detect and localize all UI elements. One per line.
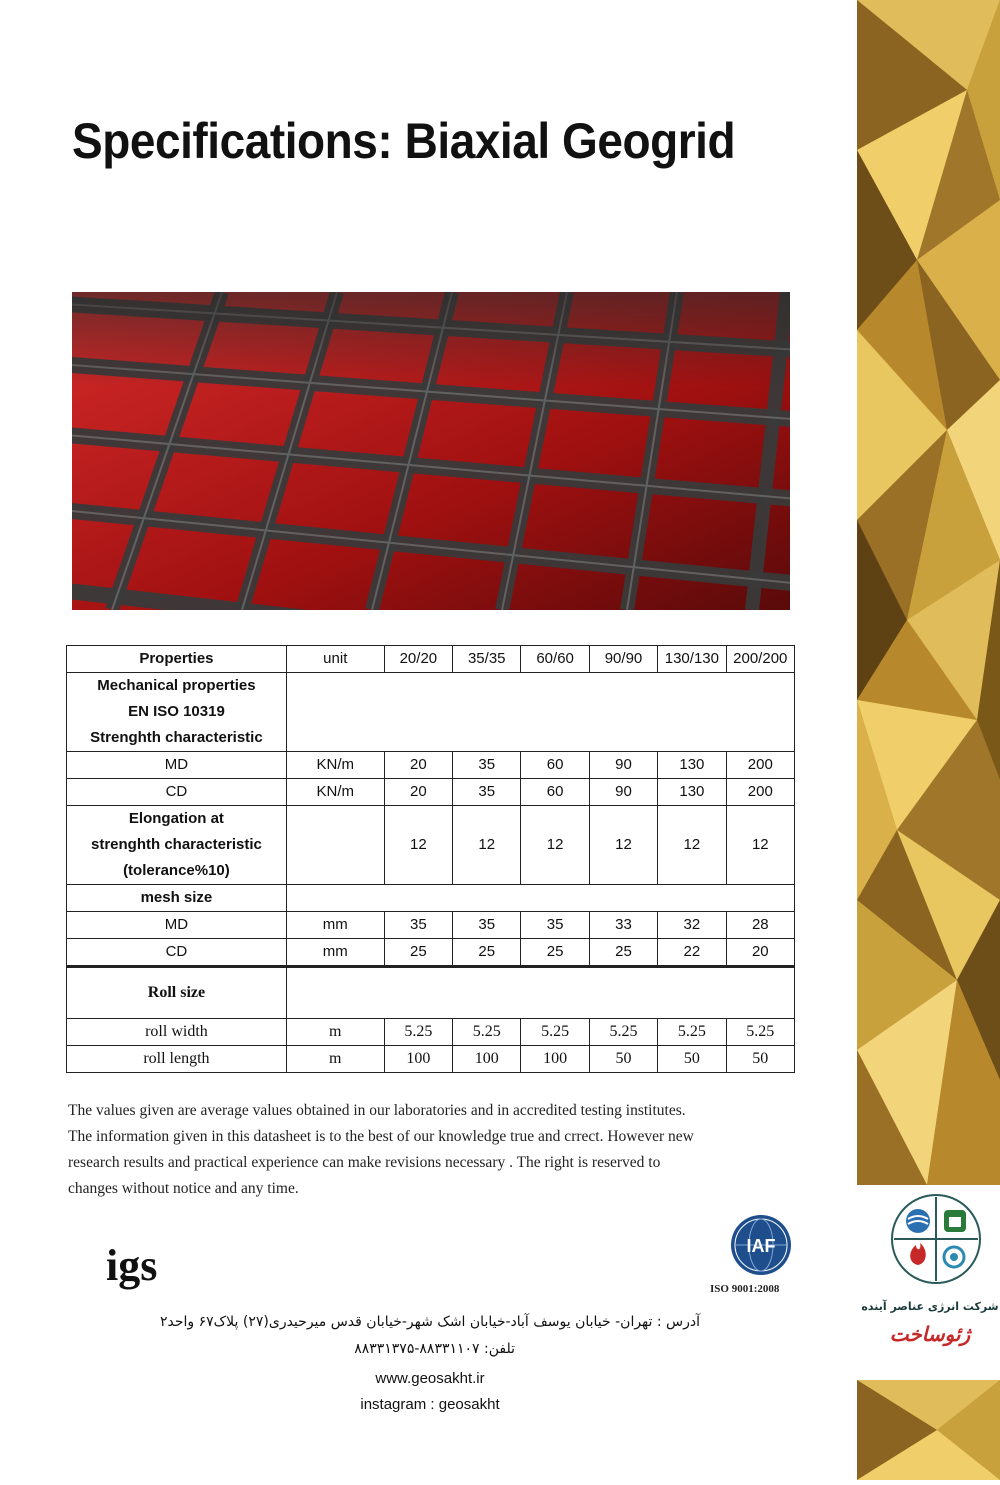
elongation-line2: strenghth characteristic <box>90 836 262 853</box>
table-cell: 20 <box>726 939 794 967</box>
table-cell: 5.25 <box>453 1019 521 1046</box>
table-cell: 35 <box>521 912 589 939</box>
note-line: research results and practical experience can make revisions necessary . The right is reserved to <box>68 1154 661 1171</box>
row-label: roll length <box>67 1046 287 1073</box>
table-cell: 25 <box>589 939 657 967</box>
row-unit: mm <box>286 939 384 967</box>
water-icon <box>906 1209 930 1233</box>
table-cell: 12 <box>384 806 452 885</box>
table-cell: 50 <box>589 1046 657 1073</box>
table-cell: 12 <box>521 806 589 885</box>
table-row <box>67 939 795 967</box>
row-label: roll width <box>67 1019 287 1046</box>
row-label: MD <box>67 912 287 939</box>
table-cell: 50 <box>726 1046 794 1073</box>
company-brand: ژئوساخت <box>889 1322 971 1346</box>
instagram-handle[interactable]: instagram : geosakht <box>360 1396 500 1413</box>
note-line: changes without notice and any time. <box>68 1180 299 1197</box>
table-header-row <box>67 646 795 673</box>
mechanical-line2: EN ISO 10319 <box>128 703 225 720</box>
mechanical-properties-cell <box>67 673 287 752</box>
row-unit: m <box>286 1019 384 1046</box>
row-unit: KN/m <box>286 779 384 806</box>
table-cell: 35 <box>453 779 521 806</box>
table-cell: 60 <box>521 779 589 806</box>
table-cell: 100 <box>521 1046 589 1073</box>
iaf-logo <box>728 1213 794 1277</box>
elongation-cell <box>67 806 287 885</box>
header-grade: 60/60 <box>521 646 589 673</box>
table-cell: 25 <box>521 939 589 967</box>
table-cell: 5.25 <box>521 1019 589 1046</box>
header-grade: 90/90 <box>589 646 657 673</box>
table-row <box>67 779 795 806</box>
table-cell: 28 <box>726 912 794 939</box>
table-cell: 100 <box>384 1046 452 1073</box>
table-cell: 200 <box>726 752 794 779</box>
table-row <box>67 912 795 939</box>
note-line: The values given are average values obtained in our laboratories and in accredited testing institutes. <box>68 1102 686 1119</box>
igs-logo-text: igs <box>106 1241 158 1290</box>
row-label: CD <box>67 779 287 806</box>
table-row <box>67 967 795 1019</box>
header-unit: unit <box>286 646 384 673</box>
table-cell: 100 <box>453 1046 521 1073</box>
table-cell: 12 <box>658 806 726 885</box>
table-cell: 32 <box>658 912 726 939</box>
elongation-line1: Elongation at <box>128 810 224 827</box>
row-label: MD <box>67 752 287 779</box>
iaf-logo-text: IAF <box>746 1236 776 1256</box>
table-cell: 60 <box>521 752 589 779</box>
table-cell: 20 <box>384 752 452 779</box>
table-row <box>67 1019 795 1046</box>
row-unit: mm <box>286 912 384 939</box>
table-cell: 22 <box>658 939 726 967</box>
mechanical-line1: Mechanical properties <box>97 677 256 694</box>
table-cell: 5.25 <box>589 1019 657 1046</box>
table-cell: 5.25 <box>726 1019 794 1046</box>
earth-icon <box>944 1210 966 1232</box>
table-cell: 12 <box>726 806 794 885</box>
geogrid-photo <box>72 292 790 610</box>
mechanical-line3: Strenghth characteristic <box>90 729 263 746</box>
empty-cell <box>286 967 794 1019</box>
table-cell: 90 <box>589 779 657 806</box>
phone-text: تلفن: ۸۸۳۳۱۱۰۷-۸۸۳۳۱۳۷۵ <box>354 1341 515 1357</box>
table-cell: 12 <box>453 806 521 885</box>
header-grade: 130/130 <box>658 646 726 673</box>
table-cell: 12 <box>589 806 657 885</box>
company-logo <box>890 1193 982 1285</box>
empty-cell <box>286 673 794 752</box>
table-row <box>67 673 795 752</box>
mesh-size-label: mesh size <box>67 885 287 912</box>
table-cell: 50 <box>658 1046 726 1073</box>
table-row <box>67 806 795 885</box>
row-unit: m <box>286 1046 384 1073</box>
empty-cell <box>286 885 794 912</box>
table-cell: 130 <box>658 752 726 779</box>
table-cell: 35 <box>384 912 452 939</box>
table-cell: 200 <box>726 779 794 806</box>
table-cell: 33 <box>589 912 657 939</box>
header-properties: Properties <box>67 646 287 673</box>
row-unit: KN/m <box>286 752 384 779</box>
iso-certificate-label: ISO 9001:2008 <box>710 1283 780 1295</box>
empty-cell <box>286 806 384 885</box>
header-grade: 20/20 <box>384 646 452 673</box>
note-line: The information given in this datasheet is to the best of our knowledge true and crrect. However new <box>68 1128 694 1145</box>
table-cell: 35 <box>453 912 521 939</box>
table-cell: 35 <box>453 752 521 779</box>
website-link[interactable]: www.geosakht.ir <box>375 1370 485 1387</box>
table-row <box>67 1046 795 1073</box>
disclaimer-note <box>68 1098 768 1202</box>
specifications-table <box>66 645 795 1073</box>
table-cell: 5.25 <box>384 1019 452 1046</box>
row-label: CD <box>67 939 287 967</box>
igs-logo <box>104 1236 174 1298</box>
table-row <box>67 885 795 912</box>
table-cell: 5.25 <box>658 1019 726 1046</box>
page-title: Specifications: Biaxial Geogrid <box>72 113 736 169</box>
address-text: آدرس : تهران- خیابان یوسف آباد-خیابان اشک شهر-خیابان قدس میرحیدری(۲۷) پلاک۶۷ واحد۲ <box>159 1314 700 1330</box>
table-cell: 25 <box>453 939 521 967</box>
company-name: شرکت انرژی عناصر آینده <box>861 1300 999 1313</box>
elongation-line3: (tolerance%10) <box>123 862 230 879</box>
table-cell: 90 <box>589 752 657 779</box>
roll-size-label: Roll size <box>67 967 287 1019</box>
header-grade: 200/200 <box>726 646 794 673</box>
table-cell: 130 <box>658 779 726 806</box>
table-cell: 20 <box>384 779 452 806</box>
table-cell: 25 <box>384 939 452 967</box>
table-row <box>67 752 795 779</box>
header-grade: 35/35 <box>453 646 521 673</box>
